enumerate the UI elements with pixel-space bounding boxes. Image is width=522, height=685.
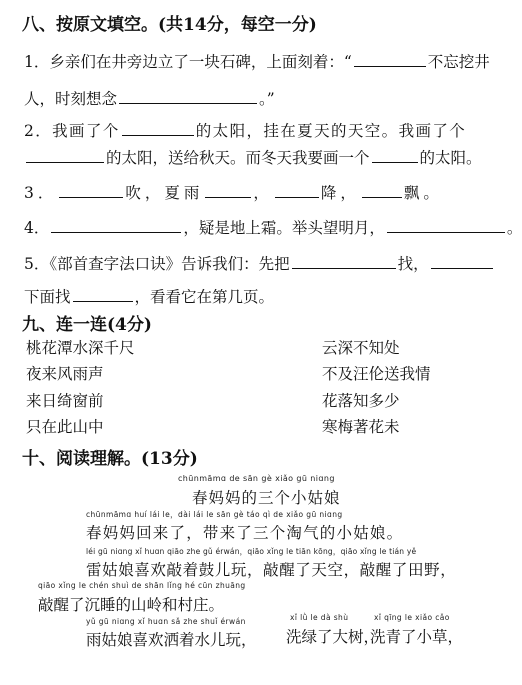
answer-blank[interactable]	[387, 231, 505, 233]
story-title: 春妈妈的三个小姑娘	[192, 489, 341, 507]
paragraph-2: 雷姑娘喜欢敲着鼓儿玩，敲醒了天空，敲醒了田野，	[86, 561, 457, 579]
match-left-3[interactable]: 来日绮窗前	[26, 392, 104, 410]
answer-blank[interactable]	[362, 196, 402, 198]
section-9-title: 九、连一连(4分)	[22, 315, 152, 335]
question-3	[24, 181, 443, 203]
q3-text-d: 降，	[320, 184, 360, 202]
paragraph-4-part-b: 洗绿了大树，	[286, 628, 380, 646]
q5-text-c: 下面找	[24, 288, 71, 306]
answer-blank[interactable]	[354, 65, 426, 67]
question-5-line-2	[24, 285, 274, 307]
match-right-2[interactable]: 不及汪伦送我情	[322, 365, 431, 383]
question-2-line-1	[24, 119, 466, 141]
paragraph-4-part-a: 雨姑娘喜欢洒着水儿玩，	[86, 631, 257, 649]
q4-text-a: 4．	[24, 219, 50, 237]
q1-text-c: 人，时刻想念	[24, 90, 118, 108]
paragraph-4	[86, 628, 257, 650]
question-4	[24, 216, 522, 238]
match-right-4[interactable]: 寒梅著花未	[322, 418, 400, 436]
match-left-2[interactable]: 夜来风雨声	[26, 365, 104, 383]
answer-blank[interactable]	[292, 267, 396, 269]
answer-blank[interactable]	[119, 102, 257, 104]
section-8-title: 八、按原文填空。(共14分，每空一分)	[22, 15, 317, 35]
paragraph-4-part-c: 洗青了小草，	[370, 628, 464, 646]
question-5-line-1	[24, 252, 495, 274]
answer-blank[interactable]	[26, 161, 104, 163]
q2-text-a: 2．我画了个	[24, 122, 120, 140]
q1-text-b: 不忘挖井	[427, 53, 490, 71]
answer-blank[interactable]	[73, 300, 133, 302]
paragraph-1-pinyin: chūnmāmɑ huí lái le，dài lái le sān gè táo qì de xiǎo gū niɑng	[86, 510, 343, 519]
q5-text-b: 找，	[397, 255, 429, 273]
match-right-1[interactable]: 云深不知处	[322, 339, 400, 357]
q5-text-a: 5．《部首查字法口诀》告诉我们：先把	[24, 255, 290, 273]
answer-blank[interactable]	[51, 231, 181, 233]
answer-blank[interactable]	[122, 134, 194, 136]
question-1-line-2	[24, 87, 275, 109]
answer-blank[interactable]	[372, 161, 418, 163]
section-10-title: 十、阅读理解。(13分)	[22, 449, 198, 469]
q4-text-b: ，疑是地上霜。举头望明月，	[183, 219, 385, 237]
q2-text-c: 的太阳，送给秋天。而冬天我要画一个	[106, 149, 370, 167]
q3-text-a: 3．	[24, 184, 58, 202]
paragraph-4-pinyin-b: xǐ lǜ le dà shù	[290, 613, 349, 622]
match-right-3[interactable]: 花落知多少	[322, 392, 400, 410]
answer-blank[interactable]	[431, 267, 493, 269]
story-title-pinyin: chūnmāmɑ de sān gè xiǎo gū niɑng	[178, 474, 335, 483]
paragraph-3: 敲醒了沉睡的山岭和村庄。	[38, 596, 225, 614]
q3-text-e: 飘。	[403, 184, 443, 202]
paragraph-2-pinyin: léi gū niɑng xǐ huɑn qiāo zhe gǔ érwán，qiāo xǐng le tiān kōng，qiāo xǐng le tián yě	[86, 547, 417, 556]
answer-blank[interactable]	[59, 196, 123, 198]
q1-text-a: 1．乡亲们在井旁边立了一块石碑，上面刻着：“	[24, 53, 352, 71]
paragraph-1: 春妈妈回来了，带来了三个淘气的小姑娘。	[86, 524, 404, 542]
paragraph-4-pinyin-a: yǔ gū niɑng xǐ huɑn sǎ zhe shuǐ érwán	[86, 617, 246, 626]
answer-blank[interactable]	[205, 196, 251, 198]
q3-text-b: 吹，夏雨	[125, 184, 204, 202]
question-2-line-2	[24, 146, 482, 168]
answer-blank[interactable]	[275, 196, 319, 198]
q4-text-c: 。	[506, 219, 522, 237]
q5-text-d: ，看看它在第几页。	[134, 288, 275, 306]
match-left-1[interactable]: 桃花潭水深千尺	[26, 339, 135, 357]
q2-text-b: 的太阳，挂在夏天的天空。我画了个	[195, 122, 467, 140]
q3-text-c: ，	[253, 184, 273, 202]
q2-text-d: 的太阳。	[419, 149, 482, 167]
q1-text-d: 。”	[259, 90, 275, 108]
match-left-4[interactable]: 只在此山中	[26, 418, 104, 436]
paragraph-4-pinyin-c: xǐ qīng le xiǎo cǎo	[374, 613, 450, 622]
question-1-line-1	[24, 50, 490, 72]
paragraph-3-pinyin: qiāo xǐng le chén shuì de shān lǐng hé cūn zhuāng	[38, 581, 246, 590]
